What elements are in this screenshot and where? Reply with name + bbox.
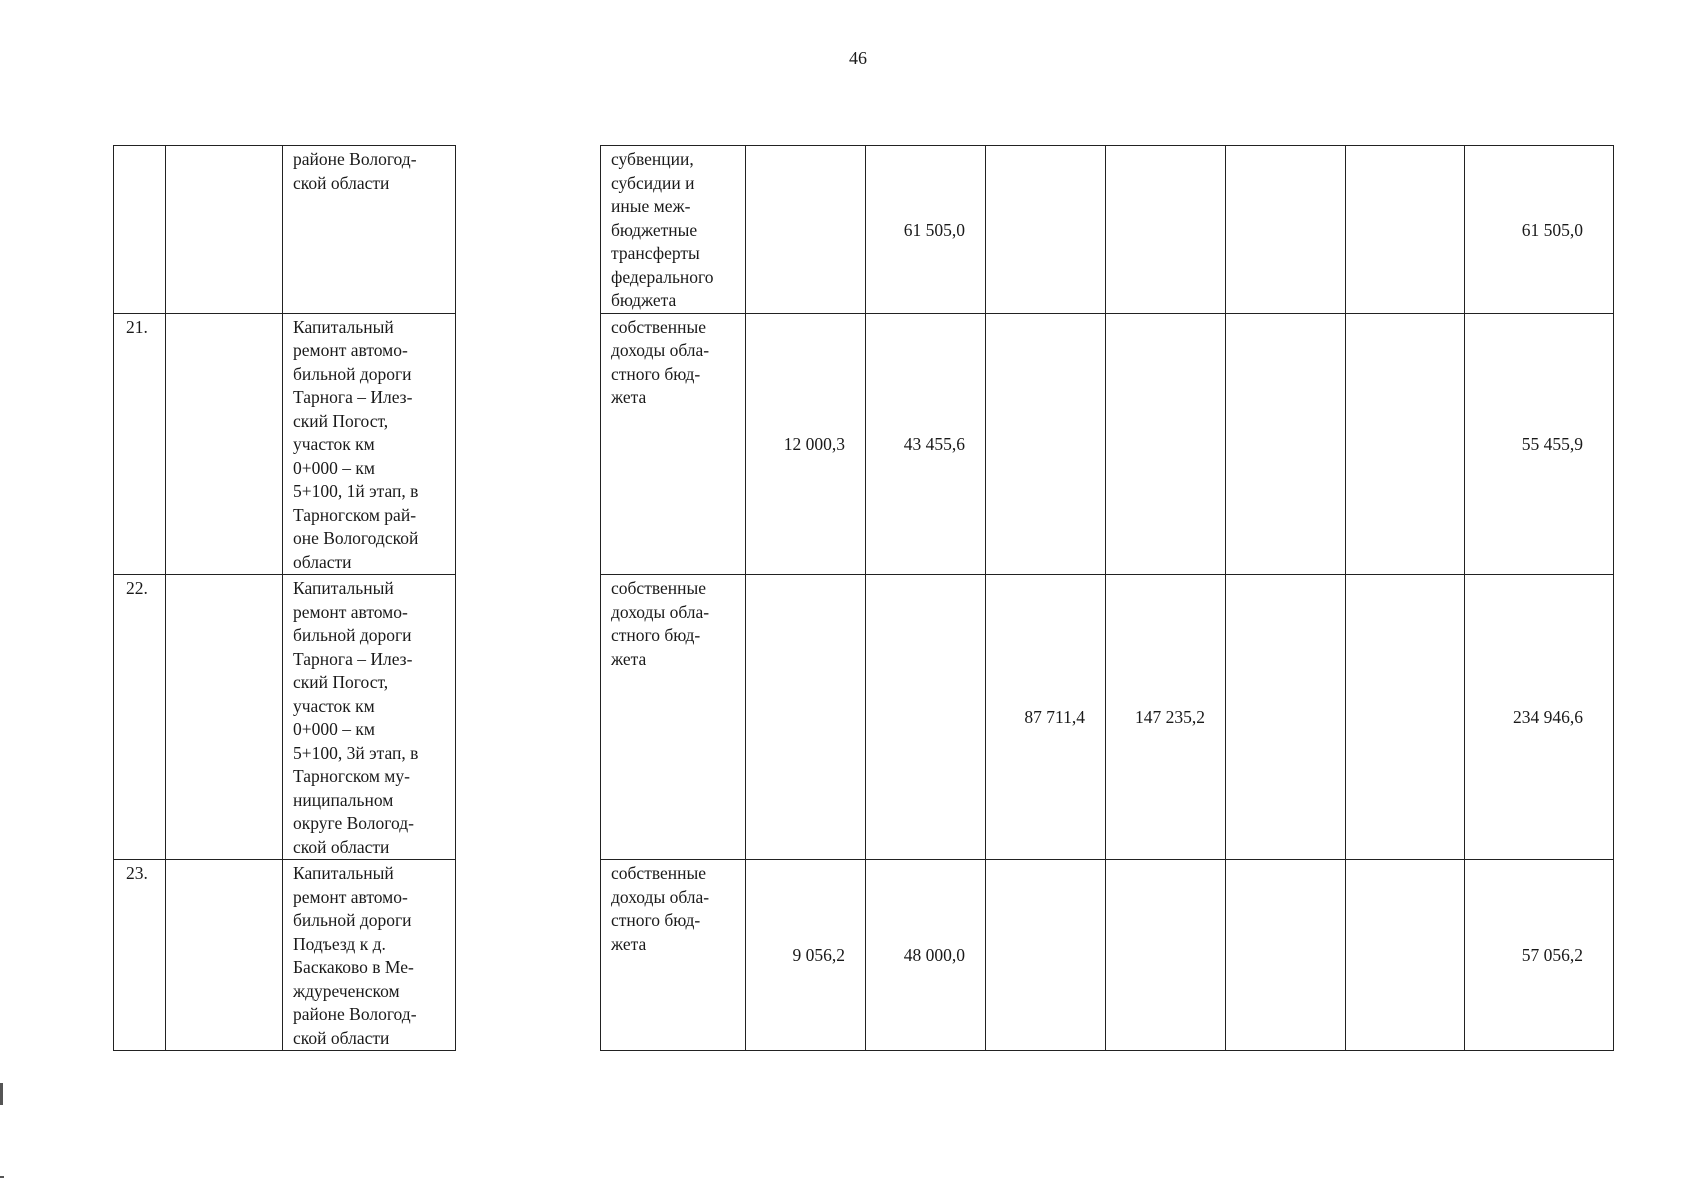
year-value-cell: 12 000,3 [746, 313, 866, 575]
table-row [114, 860, 1614, 1051]
object-name-line: участок км [293, 434, 375, 454]
funding-source-cell [601, 146, 746, 314]
funding-source-line: иные меж- [611, 196, 691, 216]
funding-source-line: стного бюд- [611, 910, 701, 930]
object-name-line: Капитальный [293, 863, 394, 883]
year-value-cell [1226, 313, 1346, 575]
year-value-cell [1106, 860, 1226, 1051]
funding-source-cell [601, 860, 746, 1051]
object-name-line: ской области [293, 1027, 390, 1048]
object-name-line: Тарнога – Илез- [293, 387, 413, 407]
empty-cell [456, 575, 601, 860]
year-value-cell [746, 146, 866, 314]
funding-source-line: субвенции, [611, 149, 694, 169]
object-name-line: ской области [293, 172, 390, 193]
object-name-line: ский Погост, [293, 410, 389, 431]
funding-source-line: собственные [611, 316, 707, 337]
object-name-line: 0+000 – км [293, 719, 375, 739]
funding-source-line: доходы обла- [611, 340, 710, 360]
row-number-cell: 23. [114, 860, 166, 1051]
object-name-line: Баскаково в Ме- [293, 957, 414, 977]
year-value-cell [1226, 146, 1346, 314]
funding-source-cell [601, 575, 746, 860]
object-name-line: Капитальный [293, 578, 394, 598]
funding-source-line: доходы обла- [611, 886, 710, 907]
row-number-cell: 21. [114, 313, 166, 575]
year-value-cell [866, 575, 986, 860]
year-value-cell: 48 000,0 [866, 860, 986, 1051]
object-name-line: Тарнога – Илез- [293, 648, 413, 669]
object-name-line: Подъезд к д. [293, 933, 386, 954]
total-value-cell: 61 505,0 [1465, 146, 1614, 314]
object-name-line: ский Погост, [293, 672, 389, 692]
funding-source-line: собственные [611, 578, 707, 598]
object-name-line: области [293, 551, 352, 572]
table-row [114, 313, 1614, 575]
object-name-line: ской области [293, 836, 390, 857]
object-name-line: оне Вологодской [293, 528, 419, 548]
year-value-cell [986, 313, 1106, 575]
year-value-cell [986, 860, 1106, 1051]
year-value-cell [1346, 313, 1465, 575]
year-value-cell [1346, 146, 1465, 314]
funding-source-line: собственные [611, 863, 707, 883]
object-name-cell [283, 860, 456, 1051]
object-name-line: 0+000 – км [293, 457, 375, 478]
funding-source-line: федерального [611, 266, 714, 287]
funding-source-line: бюджета [611, 290, 677, 310]
object-name-line: Тарногском му- [293, 766, 410, 786]
object-name-cell [283, 313, 456, 575]
year-value-cell: 147 235,2 [1106, 575, 1226, 860]
funding-source-line: доходы обла- [611, 601, 710, 622]
funding-source-line: стного бюд- [611, 363, 701, 384]
scan-margin-mark [0, 1083, 3, 1105]
total-value-cell: 57 056,2 [1465, 860, 1614, 1051]
empty-cell [456, 146, 601, 314]
object-name-line: ремонт автомо- [293, 601, 408, 622]
funding-source-line: стного бюд- [611, 625, 701, 645]
object-name-cell [283, 575, 456, 860]
object-name-line: 5+100, 1й этап, в [293, 481, 419, 501]
funding-source-line: субсидии и [611, 172, 695, 193]
empty-cell [166, 313, 283, 575]
year-value-cell [1346, 860, 1465, 1051]
funding-source-line: бюджетные [611, 219, 698, 240]
table-row [114, 146, 1614, 314]
year-value-cell: 9 056,2 [746, 860, 866, 1051]
object-name-line: ремонт автомо- [293, 340, 408, 360]
row-number-cell [114, 146, 166, 314]
total-value-cell: 55 455,9 [1465, 313, 1614, 575]
year-value-cell [1226, 575, 1346, 860]
year-value-cell [986, 146, 1106, 314]
year-value-cell [1106, 313, 1226, 575]
table-row [114, 575, 1614, 860]
total-value-cell: 234 946,6 [1465, 575, 1614, 860]
budget-table [113, 145, 1614, 1051]
object-name-line: бильной дороги [293, 625, 412, 645]
year-value-cell [1106, 146, 1226, 314]
object-name-line: округе Вологод- [293, 813, 415, 833]
object-name-line: районе Вологод- [293, 149, 417, 169]
object-name-line: бильной дороги [293, 363, 412, 384]
object-name-line: ниципальном [293, 789, 394, 810]
year-value-cell [746, 575, 866, 860]
funding-source-line: трансферты [611, 243, 700, 263]
row-number-cell: 22. [114, 575, 166, 860]
object-name-cell [283, 146, 456, 314]
year-value-cell [1346, 575, 1465, 860]
object-name-line: 5+100, 3й этап, в [293, 742, 419, 763]
table-body [114, 146, 1614, 1051]
year-value-cell: 87 711,4 [986, 575, 1106, 860]
object-name-line: Тарногском рай- [293, 504, 417, 525]
object-name-line: районе Вологод- [293, 1004, 417, 1024]
empty-cell [456, 313, 601, 575]
empty-cell [166, 146, 283, 314]
year-value-cell: 61 505,0 [866, 146, 986, 314]
funding-source-line: жета [611, 933, 647, 954]
object-name-line: ремонт автомо- [293, 886, 408, 907]
object-name-line: участок км [293, 695, 375, 716]
funding-source-line: жета [611, 648, 647, 669]
funding-source-cell [601, 313, 746, 575]
empty-cell [166, 860, 283, 1051]
year-value-cell: 43 455,6 [866, 313, 986, 575]
empty-cell [456, 860, 601, 1051]
scan-margin-mark [0, 1176, 4, 1178]
page-number: 46 [849, 48, 867, 68]
year-value-cell [1226, 860, 1346, 1051]
empty-cell [166, 575, 283, 860]
object-name-line: Капитальный [293, 316, 394, 337]
funding-source-line: жета [611, 387, 647, 407]
object-name-line: ждуреченском [293, 980, 400, 1001]
object-name-line: бильной дороги [293, 910, 412, 930]
